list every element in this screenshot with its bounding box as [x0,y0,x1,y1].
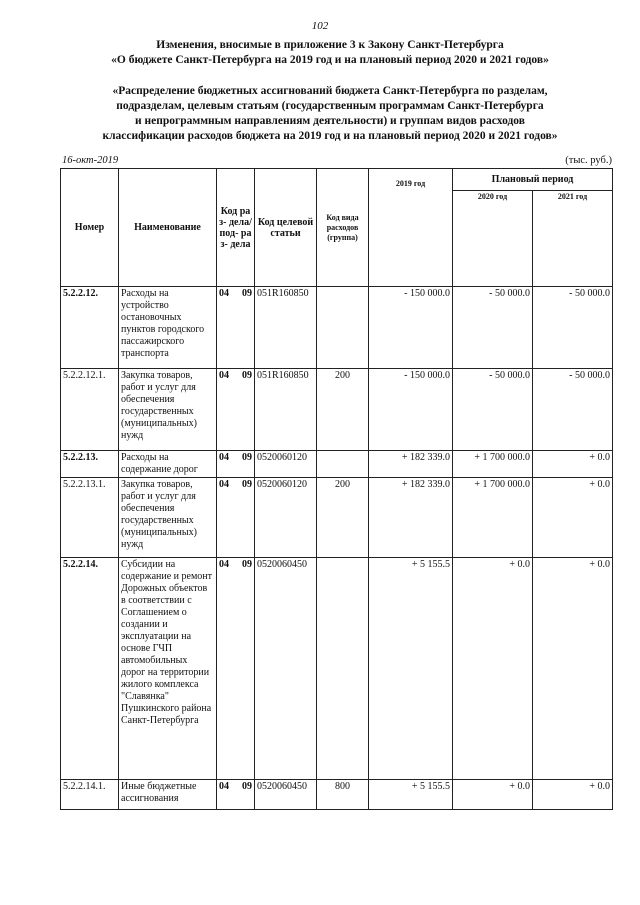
row-value-2019: + 182 339.0 [369,451,453,478]
subtitle-line-2: подразделам, целевым статьям (государственным программам Санкт-Петербурга [116,100,544,112]
title-line-1: Изменения, вносимые в приложение 3 к Закону Санкт-Петербурга [156,39,504,51]
row-value-2021: + 0.0 [533,451,613,478]
header-2021: 2021 год [533,191,613,287]
header-name: Наименование [119,169,217,287]
units-label: (тыс. руб.) [565,155,612,166]
row-type-code: 800 [317,780,369,810]
subtitle-line-1: «Распределение бюджетных ассигнований бюджета Санкт-Петербурга по разделам, [112,85,548,97]
row-section-code: 04 09 [217,369,255,451]
row-section-code: 04 09 [217,478,255,558]
header-2019: 2019 год [369,169,453,287]
row-name: Закупка товаров, работ и услуг для обеспечения государственных (муниципальных) нужд [119,478,217,558]
row-number: 5.2.2.14.1. [61,780,119,810]
row-number: 5.2.2.12.1. [61,369,119,451]
row-value-2021: - 50 000.0 [533,287,613,369]
row-section-code: 04 09 [217,780,255,810]
row-target-code: 0520060120 [255,478,317,558]
row-type-code: 200 [317,478,369,558]
row-value-2019: - 150 000.0 [369,287,453,369]
row-number: 5.2.2.13.1. [61,478,119,558]
row-value-2021: - 50 000.0 [533,369,613,451]
row-target-code: 051R160850 [255,369,317,451]
row-section-code: 04 09 [217,558,255,780]
table-row [61,369,613,451]
row-number: 5.2.2.13. [61,451,119,478]
row-target-code: 0520060120 [255,451,317,478]
row-value-2021: + 0.0 [533,558,613,780]
title-line-2: «О бюджете Санкт-Петербурга на 2019 год и на плановый период 2020 и 2021 годов» [111,54,549,66]
row-target-code: 0520060450 [255,780,317,810]
row-name: Расходы на устройство остановочных пунктов городского пассажирского транспорта [119,287,217,369]
document-date: 16-окт-2019 [62,155,119,166]
table-row [61,451,613,478]
header-2020: 2020 год [453,191,533,287]
header-target-code: Код целевой статьи [255,169,317,287]
row-section-code: 04 09 [217,451,255,478]
row-value-2019: + 5 155.5 [369,780,453,810]
row-type-code [317,451,369,478]
header-expense-type-code: Код вида расходов (группа) [317,169,369,287]
row-type-code [317,287,369,369]
row-type-code [317,558,369,780]
row-value-2021: + 0.0 [533,478,613,558]
page-number: 102 [311,20,329,32]
row-section-code: 04 09 [217,287,255,369]
row-name: Иные бюджетные ассигнования [119,780,217,810]
table-row [61,780,613,810]
row-name: Закупка товаров, работ и услуг для обеспечения государственных (муниципальных) нужд [119,369,217,451]
row-value-2019: + 5 155.5 [369,558,453,780]
row-value-2020: + 1 700 000.0 [453,451,533,478]
budget-table [60,168,613,810]
table-row [61,287,613,369]
row-target-code: 0520060450 [255,558,317,780]
subtitle-line-3: и непрограммным направлениям деятельности) и группам видов расходов [135,115,525,127]
row-value-2021: + 0.0 [533,780,613,810]
row-value-2020: + 0.0 [453,558,533,780]
row-number: 5.2.2.14. [61,558,119,780]
row-type-code: 200 [317,369,369,451]
row-number: 5.2.2.12. [61,287,119,369]
row-value-2020: + 1 700 000.0 [453,478,533,558]
subtitle-line-4: классификации расходов бюджета на 2019 год и на плановый период 2020 и 2021 годов» [102,130,558,142]
row-value-2020: - 50 000.0 [453,369,533,451]
table-row [61,558,613,780]
row-value-2019: + 182 339.0 [369,478,453,558]
document-subtitle [40,84,620,144]
row-value-2020: - 50 000.0 [453,287,533,369]
row-value-2020: + 0.0 [453,780,533,810]
document-title [40,38,620,68]
header-planned-period: Плановый период [453,169,613,191]
row-value-2019: - 150 000.0 [369,369,453,451]
header-section-code: Код раз- дела/ под- раз- дела [217,169,255,287]
header-number: Номер [61,169,119,287]
table-row [61,478,613,558]
row-target-code: 051R160850 [255,287,317,369]
row-name: Расходы на содержание дорог [119,451,217,478]
row-name: Субсидии на содержание и ремонт Дорожных объектов в соответствии с Соглашением о создании и эксплуатации на основе ГЧП автомобильных дорог на территории жилого комплекса "Славянка" Пушкинского района Санкт-Петербурга [119,558,217,780]
